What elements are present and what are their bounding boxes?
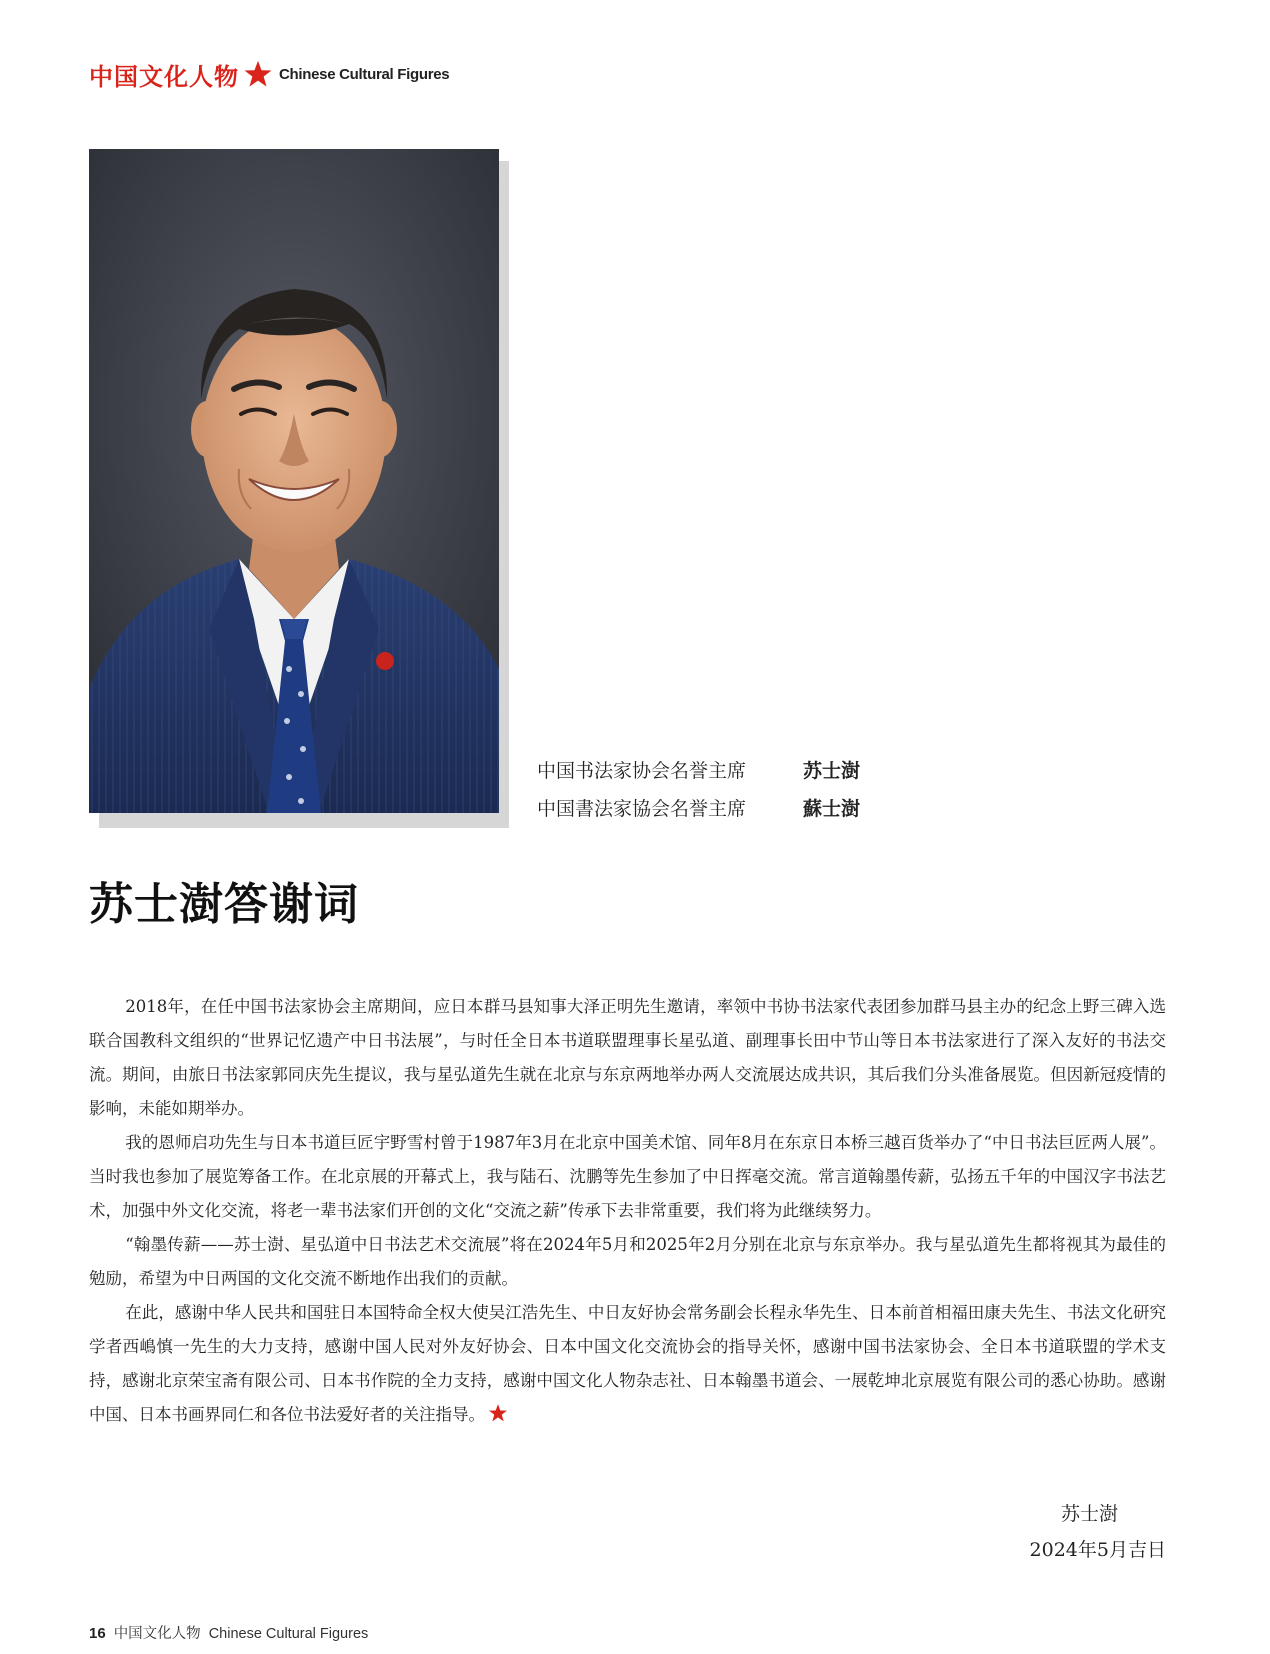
caption-role-traditional: 中国書法家協会名誉主席 (537, 798, 747, 820)
caption-name-traditional: 蘇士澍 (803, 798, 861, 820)
footer-magazine-cn: 中国文化人物 (113, 1626, 201, 1642)
magazine-brand-cn: 中国文化人物 (89, 61, 239, 91)
paragraph-4 (89, 1296, 1166, 1432)
paragraph-2: 我的恩师启功先生与日本书道巨匠宇野雪村曾于1987年3月在北京中国美术馆、同年8月在东京日本桥三越百货举办了“中日书法巨匠两人展”。当时我也参加了展览筹备工作。在北京展的开幕式上，我与陆石、沈鹏等先生参加了中日挥毫交流。常言道翰墨传薪，弘扬五千年的中国汉字书法艺术，加强中外文化交流，将老一辈书法家们开创的文化“交流之薪”传承下去非常重要，我们将为此继续努力。 (89, 1133, 1166, 1220)
portrait-photo (89, 149, 499, 813)
footer-magazine-en: Chinese Cultural Figures (208, 1626, 369, 1642)
page-number: 16 (89, 1625, 106, 1642)
caption-name-simplified: 苏士澍 (803, 760, 861, 782)
magazine-header (89, 58, 449, 90)
caption-role-simplified: 中国书法家协会名誉主席 (537, 760, 747, 782)
page-footer (89, 1622, 368, 1643)
caption-row-traditional (537, 790, 860, 828)
signature-date: 2024年5月吉日 (1029, 1539, 1166, 1561)
caption-row-simplified (537, 752, 860, 790)
signature-name: 苏士澍 (1060, 1503, 1118, 1525)
portrait-photo-frame (89, 149, 501, 816)
star-icon (243, 59, 273, 89)
photo-caption (537, 752, 860, 828)
magazine-brand-en: Chinese Cultural Figures (279, 65, 450, 83)
article-body (89, 990, 1166, 1432)
paragraph-3: “翰墨传薪——苏士澍、星弘道中日书法艺术交流展”将在2024年5月和2025年2月分别在北京与东京举办。我与星弘道先生都将视其为最佳的勉励，希望为中日两国的文化交流不断地作出我们的贡献。 (89, 1235, 1166, 1288)
paragraph-1: 2018年，在任中国书法家协会主席期间，应日本群马县知事大泽正明先生邀请，率领中书协书法家代表团参加群马县主办的纪念上野三碑入选联合国教科文组织的“世界记忆遗产中日书法展”，与时任全日本书道联盟理事长星弘道、副理事长田中节山等日本书法家进行了深入友好的书法交流。期间，由旅日书法家郭同庆先生提议，我与星弘道先生就在北京与东京两地举办两人交流展达成共识，其后我们分头准备展览。但因新冠疫情的影响，未能如期举办。 (89, 997, 1166, 1118)
article-title: 苏士澍答谢词 (89, 879, 359, 930)
signature-block (1030, 1496, 1166, 1568)
paragraph-4-text: 在此，感谢中华人民共和国驻日本国特命全权大使吴江浩先生、中日友好协会常务副会长程永华先生、日本前首相福田康夫先生、书法文化研究学者西嶋慎一先生的大力支持，感谢中国人民对外友好协会、日本中国文化交流协会的指导关怀，感谢中国书法家协会、全日本书道联盟的学术支持，感谢北京荣宝斋有限公司、日本书作院的全力支持，感谢中国文化人物杂志社、日本翰墨书道会、一展乾坤北京展览有限公司的悉心协助。感谢中国、日本书画界同仁和各位书法爱好者的关注指导。 (89, 1303, 1166, 1424)
end-star-icon (487, 1403, 509, 1423)
